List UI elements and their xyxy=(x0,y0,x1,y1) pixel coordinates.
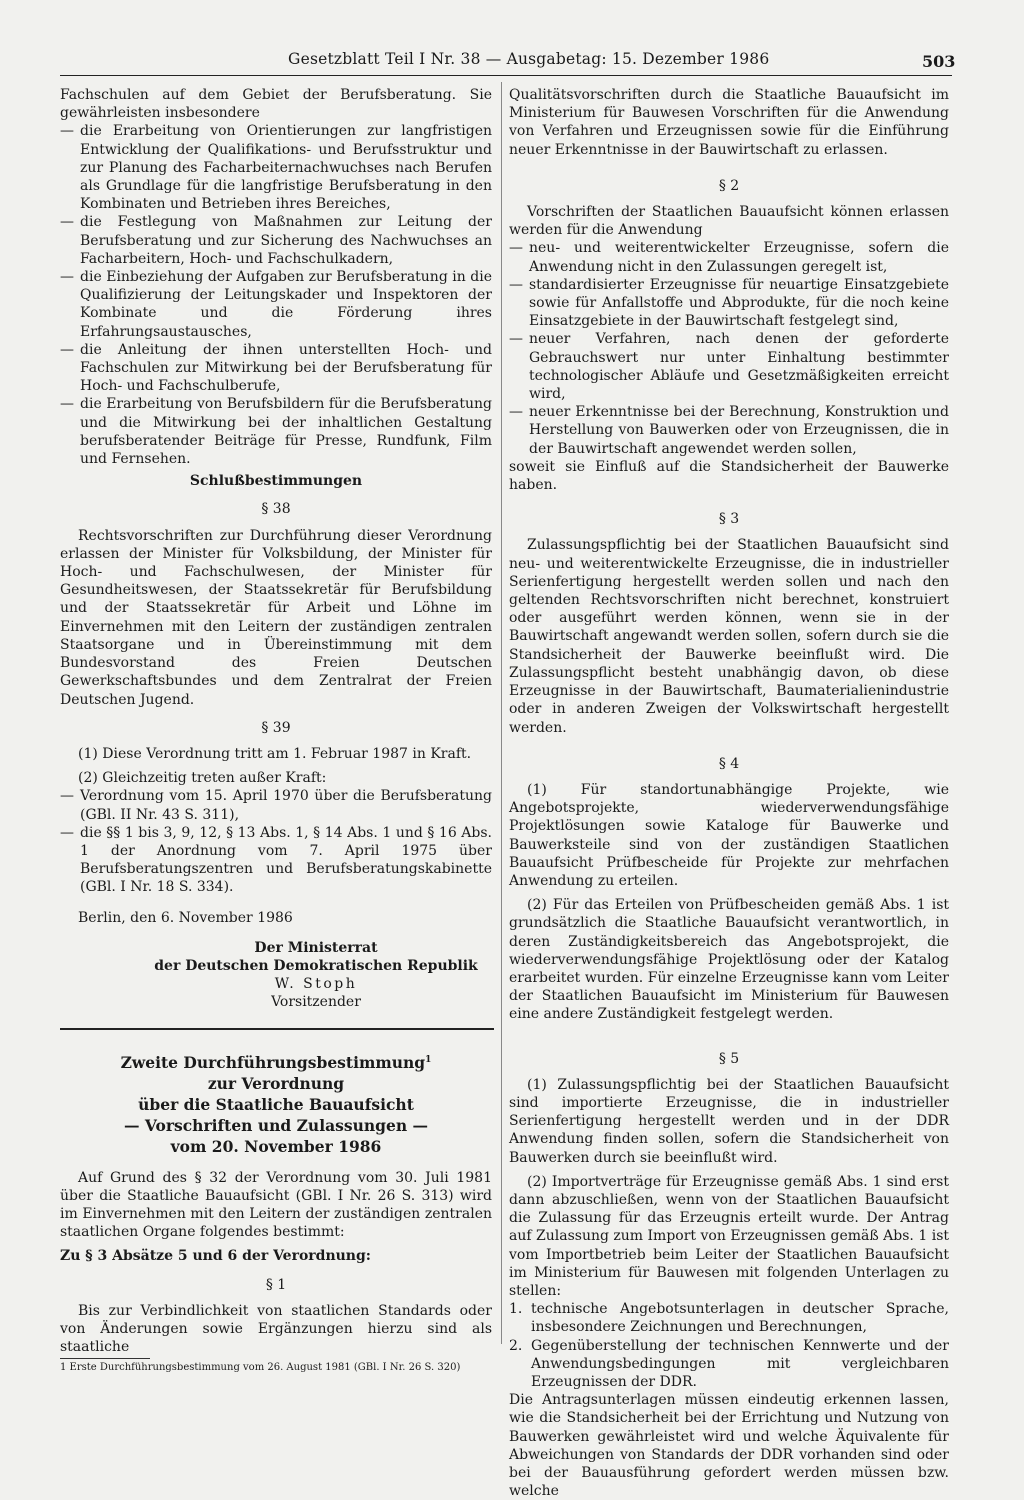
duties-list xyxy=(60,122,492,468)
document-title-line xyxy=(60,1052,492,1073)
signature-block xyxy=(60,939,492,1012)
list-item xyxy=(509,330,949,403)
list-item-text: technische Angebotsunterlagen in deutscher Sprache, insbesondere Zeichnungen und Berechnungen, xyxy=(531,1301,949,1336)
list-item-text: neuer Erkenntnisse bei der Berechnung, Konstruktion und Herstellung von Bauwerken oder von Erzeugnissen, die in der Bauwirtschaft angewendet werden sollen, xyxy=(529,404,949,457)
list-item xyxy=(60,824,492,897)
paragraph-5-clause-1: (1) Zulassungspflichtig bei der Staatlichen Bauaufsicht sind importierte Erzeugnisse, die in industrieller Serienfertigung hergestellt werden und in der DDR Anwendung finden sollen, sofern die Standsicherheit von Bauwerken durch sie beeinflußt wird. xyxy=(509,1076,949,1166)
paragraph-1-continuation: Qualitätsvorschriften durch die Staatliche Bauaufsicht im Ministerium für Bauwesen Vorschriften für die Anwendung von Verfahren und Erzeugnissen sowie für die Einführung neuer Erkenntnisse in der Bauwirtschaft zu erlassen. xyxy=(509,87,949,158)
dash-marker: — xyxy=(509,240,523,257)
spacer xyxy=(60,897,492,909)
dash-marker: — xyxy=(509,331,523,348)
list-item xyxy=(60,268,492,341)
paragraph-heading-5: § 5 xyxy=(718,1050,740,1067)
paragraph-4-clause-2: (2) Für das Erteilen von Prüfbescheiden gemäß Abs. 1 ist grundsätzlich die Staatliche Bauaufsicht verantwortlich, in deren Zuständigkeitsbereich das Angebotsprojekt, die wiederverwendungsfähige Projektlösung oder der Katalog erarbeitet wurden. Für einzelne Erzeugnisse kann vom Leiter der Staatlichen Bauaufsicht im Ministerium für Bauwesen eine andere Zuständigkeit festgelegt werden. xyxy=(509,897,949,1023)
left-column xyxy=(60,86,492,1374)
page-number: 503 xyxy=(922,52,956,71)
dash-marker: — xyxy=(60,824,74,841)
signature-role: Vorsitzender xyxy=(271,994,361,1011)
list-number: 1. xyxy=(509,1301,523,1318)
document-title-text: Zweite Durchführungsbestimmung xyxy=(120,1052,426,1072)
footnote: 1 Erste Durchführungsbestimmung vom 26. August 1981 (GBl. I Nr. 26 S. 320) xyxy=(60,1362,461,1374)
section-heading-schlussbestimmungen: Schlußbestimmungen xyxy=(189,473,363,490)
paragraph-heading-2: § 2 xyxy=(718,177,740,194)
document-title-line: — Vorschriften und Zulassungen — xyxy=(124,1115,428,1135)
list-item xyxy=(60,341,492,396)
spacer xyxy=(60,927,492,939)
paragraph-2-intro: Vorschriften der Staatlichen Bauaufsicht können erlassen werden für die Anwendung xyxy=(509,204,949,239)
list-item-text: die Einbeziehung der Aufgaben zur Berufsberatung in die Qualifizierung der Leitungskader und Inspektoren der Kombinate und die Förderung ihres Erfahrungsaustausches, xyxy=(80,269,492,340)
dash-marker: — xyxy=(509,404,523,421)
footnote-reference: 1 xyxy=(425,1054,432,1065)
list-item-text: die Anleitung der ihnen unterstellten Hoch- und Fachschulen zur Mitwirkung bei der Berufsberatung für Hoch- und Fachschulberufe, xyxy=(80,341,492,395)
list-item xyxy=(60,213,492,268)
signature-org-line-1: Der Ministerrat xyxy=(254,939,378,956)
dash-marker: — xyxy=(60,269,74,286)
list-item-text: die §§ 1 bis 3, 9, 12, § 13 Abs. 1, § 14 Abs. 1 und § 16 Abs. 1 der Anordnung vom 7. April 1975 über Berufsberatungszentren und Berufsberatungskabinette (GBl. I Nr. 18 S. 334). xyxy=(80,824,492,896)
right-column xyxy=(509,86,949,1500)
intro-text: Fachschulen auf dem Gebiet der Berufsberatung. Sie gewährleisten insbesondere xyxy=(60,87,492,122)
dash-marker: — xyxy=(509,276,523,293)
footnote-rule xyxy=(60,1358,150,1359)
preamble: Auf Grund des § 32 der Verordnung vom 30. Juli 1981 über die Staatliche Bauaufsicht (GBl. I Nr. 26 S. 313) wird im Einvernehmen mit den Leitern der zuständigen zentralen staatlichen Organe folgendes bestimmt: xyxy=(60,1169,492,1241)
numbered-list-item xyxy=(509,1337,949,1392)
document-title-line: über die Staatliche Bauaufsicht xyxy=(138,1094,414,1114)
signature-name: W. Stoph xyxy=(274,976,358,993)
list-item-text: neu- und weiterentwickelter Erzeugnisse, sofern die Anwendung nicht in den Zulassungen geregelt ist, xyxy=(529,240,949,275)
header-rule xyxy=(60,75,952,76)
document-title-line: vom 20. November 1986 xyxy=(170,1136,382,1156)
paragraph-3-text: Zulassungspflichtig bei der Staatlichen Bauaufsicht sind neu- und weiterentwickelte Erzeugnisse, die in industrieller Serienfertigung hergestellt werden sollen und nach den geltenden Rechtsvorschriften nicht berechnet, konstruiert oder ausgeführt werden können, wenn sie in der Bauwirtschaft angewandt werden sollen, sofern durch sie die Standsicherheit der Bauwerke beeinflußt wird. Die Zulassungspflicht besteht unabhängig davon, ob diese Erzeugnisse in der Bauwirtschaft, Baumaterialienindustrie oder in anderen Zweigen der Volkswirtschaft hergestellt werden. xyxy=(509,537,949,736)
list-item-text: die Festlegung von Maßnahmen zur Leitung der Berufsberatung und zur Sicherung des Nachwuchses an Facharbeitern, Hoch- und Fachschulkadern, xyxy=(80,214,492,267)
running-header: Gesetzblatt Teil I Nr. 38 — Ausgabetag: 15. Dezember 1986 xyxy=(288,50,770,68)
list-item-text: standardisierter Erzeugnisse für neuartige Einsatzgebiete sowie für Anfallstoffe und Abprodukte, für die noch keine Einsatzgebiete in der Bauwirtschaft festgelegt sind, xyxy=(529,276,949,330)
list-item xyxy=(509,239,949,275)
paragraph-heading-1: § 1 xyxy=(265,1276,287,1293)
list-item-text: die Erarbeitung von Orientierungen zur langfristigen Entwicklung der Qualifikations- und Berufsstruktur und zur Planung des Facharbeiternachwuchses nach Berufen als Grundlage für die langfristige Berufsberatung in den Kombinaten und Betrieben ihres Bereiches, xyxy=(80,123,492,213)
subsection-heading: Zu § 3 Absätze 5 und 6 der Verordnung: xyxy=(60,1248,371,1265)
list-item-text: die Erarbeitung von Berufsbildern für die Berufsberatung und die Mitwirkung bei der inhaltlichen Gestaltung berufsberatender Beiträge für Presse, Rundfunk, Film und Fernsehen. xyxy=(80,396,492,468)
paragraph-1-text: Bis zur Verbindlichkeit von staatlichen Standards oder von Änderungen sowie Ergänzungen hierzu sind als staatliche xyxy=(60,1302,492,1356)
paragraph-5-closing: Die Antragsunterlagen müssen eindeutig erkennen lassen, wie die Standsicherheit bei der Errichtung und Nutzung von Bauwerken gewährleistet wird und welche Äquivalente für Abweichungen von Standards der DDR vorhanden sind oder bei der Bauausführung gefordert werden müssen bzw. welche xyxy=(509,1392,949,1500)
dash-marker: — xyxy=(60,214,74,231)
list-item xyxy=(60,395,492,468)
list-item-text: Verordnung vom 15. April 1970 über die Berufsberatung (GBl. II Nr. 43 S. 311), xyxy=(80,788,492,823)
document-title-line: zur Verordnung xyxy=(207,1073,345,1093)
dash-marker: — xyxy=(60,788,74,805)
paragraph-heading-38: § 38 xyxy=(261,501,291,518)
paragraph-heading-4: § 4 xyxy=(718,755,740,772)
list-item xyxy=(509,403,949,458)
paragraph-2-outro: soweit sie Einfluß auf die Standsicherheit der Bauwerke haben. xyxy=(509,458,949,494)
list-number: 2. xyxy=(509,1337,523,1354)
signature-org-line-2: der Deutschen Demokratischen Republik xyxy=(154,957,478,974)
dash-marker: — xyxy=(60,396,74,413)
list-item xyxy=(509,276,949,331)
list-item xyxy=(60,122,492,213)
list-item-text: neuer Verfahren, nach denen der geforderte Gebrauchswert nur unter Einhaltung bestimmter technologischer Abläufe und Gesetzmäßigkeiten erreicht wird, xyxy=(529,331,949,403)
paragraph-5-clause-2: (2) Importverträge für Erzeugnisse gemäß Abs. 1 sind erst dann abzuschließen, wenn von der Staatlichen Bauaufsicht die Zulassung für das Erzeugnis erteilt wurde. Der Antrag auf Zulassung zum Import von Erzeugnissen gemäß Abs. 1 ist vom Importbetrieb beim Leiter der Staatlichen Bauaufsicht im Ministerium für Bauwesen mit folgenden Unterlagen zu stellen: xyxy=(509,1173,949,1299)
paragraph-heading-39: § 39 xyxy=(261,719,291,736)
paragraph-heading-3: § 3 xyxy=(718,511,740,528)
list-item xyxy=(60,787,492,823)
numbered-list-item xyxy=(509,1300,949,1336)
dash-marker: — xyxy=(60,123,74,140)
paragraph-4-clause-1: (1) Für standortunabhängige Projekte, wie Angebotsprojekte, wiederverwendungsfähige Projektlösungen sowie Kataloge für Bauwerke und Bauwerksteile sind von der zuständigen Staatlichen Bauaufsicht Prüfbescheide für Projekte zur mehrfachen Anwendung zu erteilen. xyxy=(509,781,949,889)
column-divider xyxy=(501,82,502,1344)
list-item-text: Gegenüberstellung der technischen Kennwerte und der Anwendungsbedingungen mit vergleichbaren Erzeugnissen der DDR. xyxy=(531,1337,949,1390)
spacer xyxy=(60,1157,492,1169)
place-date: Berlin, den 6. November 1986 xyxy=(78,909,293,926)
paragraph-39-clause-1: (1) Diese Verordnung tritt am 1. Februar 1987 in Kraft. xyxy=(78,745,472,762)
section-separator-rule xyxy=(60,1028,494,1030)
paragraph-39-clause-2: (2) Gleichzeitig treten außer Kraft: xyxy=(78,770,327,787)
dash-marker: — xyxy=(60,341,74,358)
paragraph-38-text: Rechtsvorschriften zur Durchführung dieser Verordnung erlassen der Minister für Volksbildung, der Minister für Hoch- und Fachschulwesen, der Minister für Gesundheitswesen, der Staatssekretär für Berufsbildung und der Staatssekretär für Arbeit und Löhne im Einvernehmen mit den Leitern der zuständigen zentralen Staatsorgane und in Übereinstimmung mit dem Bundesvorstand des Freien Deutschen Gewerkschaftsbundes und dem Zentralrat der Freien Deutschen Jugend. xyxy=(60,527,492,708)
document-title xyxy=(60,1052,492,1157)
